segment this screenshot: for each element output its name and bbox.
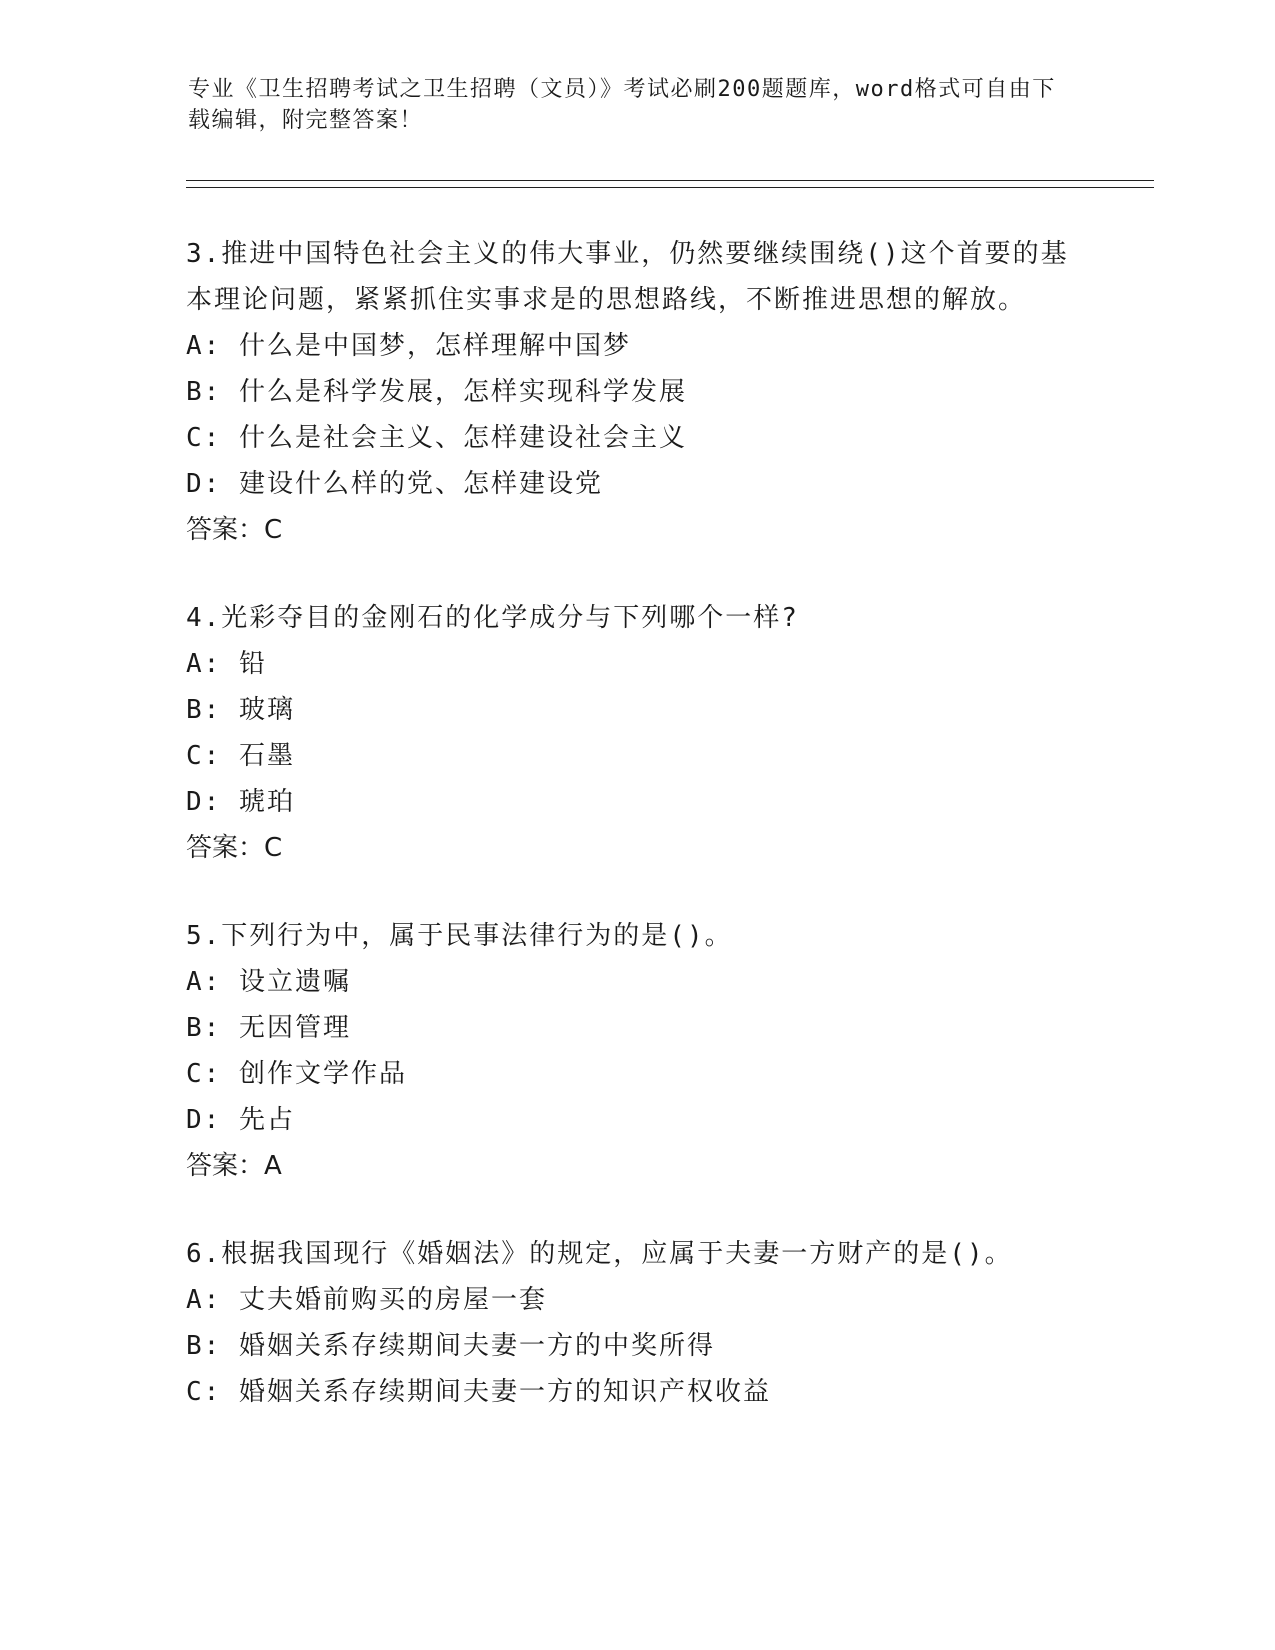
option-c: C: 什么是社会主义、怎样建设社会主义 xyxy=(186,423,687,453)
answer-line: 答案：C xyxy=(186,833,283,863)
option-d: D: 先占 xyxy=(186,1105,295,1135)
option-d: D: 琥珀 xyxy=(186,787,295,817)
double-divider xyxy=(186,180,1154,188)
question-4 xyxy=(186,595,1086,871)
option-b: B: 玻璃 xyxy=(186,695,295,725)
option-c: C: 婚姻关系存续期间夫妻一方的知识产权收益 xyxy=(186,1377,771,1407)
question-6 xyxy=(186,1231,1086,1415)
question-stem: 6.根据我国现行《婚姻法》的规定，应属于夫妻一方财产的是()。 xyxy=(186,1239,1013,1269)
option-c: C: 石墨 xyxy=(186,741,295,771)
answer-line: 答案：C xyxy=(186,515,283,545)
option-b: B: 无因管理 xyxy=(186,1013,351,1043)
header-note: 专业《卫生招聘考试之卫生招聘（文员）》考试必刷200题题库，word格式可自由下载编辑，附完整答案！ xyxy=(188,77,1056,133)
answer-line: 答案：A xyxy=(186,1151,282,1181)
question-list xyxy=(186,231,1086,1457)
question-3 xyxy=(186,231,1086,553)
question-stem: 5.下列行为中，属于民事法律行为的是()。 xyxy=(186,921,733,951)
option-c: C: 创作文学作品 xyxy=(186,1059,407,1089)
option-b: B: 婚姻关系存续期间夫妻一方的中奖所得 xyxy=(186,1331,715,1361)
question-stem: 3.推进中国特色社会主义的伟大事业，仍然要继续围绕()这个首要的基本理论问题，紧紧抓住实事求是的思想路线，不断推进思想的解放。 xyxy=(186,239,1069,315)
option-a: A: 丈夫婚前购买的房屋一套 xyxy=(186,1285,547,1315)
option-a: A: 铅 xyxy=(186,649,267,679)
question-5 xyxy=(186,913,1086,1189)
question-stem: 4.光彩夺目的金刚石的化学成分与下列哪个一样? xyxy=(186,603,799,633)
option-a: A: 什么是中国梦，怎样理解中国梦 xyxy=(186,331,631,361)
option-a: A: 设立遗嘱 xyxy=(186,967,351,997)
option-b: B: 什么是科学发展，怎样实现科学发展 xyxy=(186,377,687,407)
option-d: D: 建设什么样的党、怎样建设党 xyxy=(186,469,603,499)
